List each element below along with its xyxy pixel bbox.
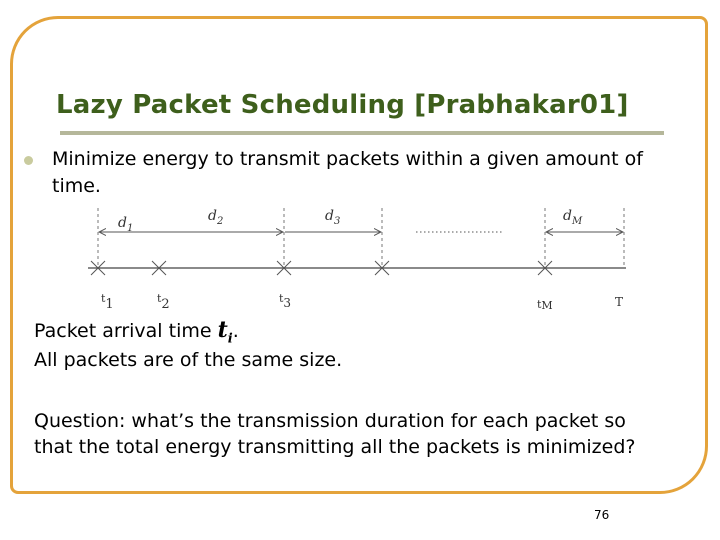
question-text: Question: what’s the transmission duration for each packet so that the total energy transmitting all the packets is minimized? [34,410,636,458]
page-number: 76 [594,508,610,522]
arrival-time-text: Packet arrival time $t_i$. [34,317,239,347]
same-size-text: All packets are of the same size. [34,349,343,371]
tM-label: tM [537,298,553,312]
t2-label: t2 [157,292,170,312]
arrival-time-var: $t_i$ [217,317,233,347]
d2-label: $d_2$ [208,208,224,227]
d1-label: $d_1$ [118,215,134,234]
dM-label: $d_M$ [563,208,583,227]
bullet-text: Minimize energy to transmit packets within a given amount of time. [52,148,643,197]
slide-title: Lazy Packet Scheduling [Prabhakar01] [56,90,629,120]
end-time-label: T [615,295,624,309]
d3-label: $d_3$ [325,208,341,227]
t1-label: t1 [101,292,114,312]
t3-label: t3 [279,292,292,310]
